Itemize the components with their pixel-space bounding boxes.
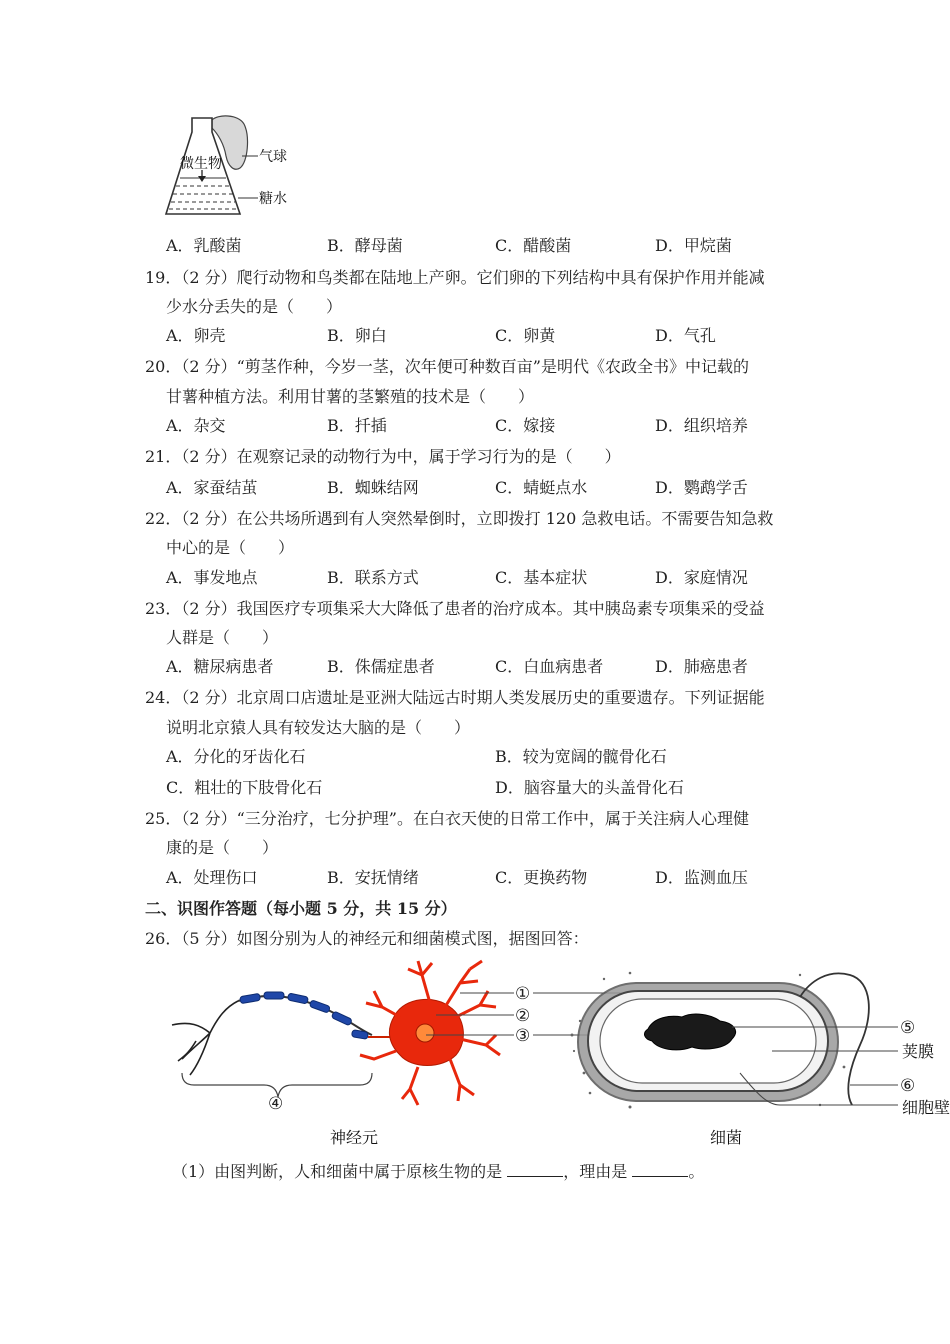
section-title: 二、识图作答题（每小题 5 分，共 15 分） (145, 899, 457, 918)
marker-4: ④ (268, 1094, 284, 1114)
q24-option-a[interactable]: A．分化的牙齿化石 (166, 747, 306, 766)
flask-figure (160, 110, 300, 225)
q24-option-b[interactable]: B．较为宽阔的髋骨化石 (495, 747, 667, 766)
q25-stem-line2: 康的是（ ） (166, 838, 279, 857)
answer-blank-1[interactable] (507, 1162, 563, 1177)
marker-1: ① (515, 984, 531, 1004)
q21-option-a[interactable]: A．家蚕结茧 (166, 478, 258, 497)
q25-option-c[interactable]: C．更换药物 (495, 868, 588, 887)
q24-stem-line1: 24．（2 分）北京周口店遗址是亚洲大陆远古时期人类发展历史的重要遗存。下列证据能 (145, 688, 765, 707)
q18-option-b[interactable]: B．酵母菌 (327, 236, 403, 255)
q20-stem-line1: 20．（2 分）“剪茎作种，今岁一茎，次年便可种数百亩”是明代《农政全书》中记载的 (145, 357, 749, 376)
q26-sub1-end: 。 (688, 1162, 705, 1181)
q26-stem-line1: 26．（5 分）如图分别为人的神经元和细菌模式图，据图回答： (145, 929, 589, 948)
q19-option-b[interactable]: B．卵白 (327, 326, 387, 345)
q24-option-c[interactable]: C．粗壮的下肢骨化石 (166, 778, 323, 797)
q22-option-d[interactable]: D．家庭情况 (655, 568, 748, 587)
q20-stem-line2: 甘薯种植方法。利用甘薯的茎繁殖的技术是（ ） (166, 387, 535, 406)
q25-option-d[interactable]: D．监测血压 (655, 868, 748, 887)
q20-option-d[interactable]: D．组织培养 (655, 416, 748, 435)
q22-option-a[interactable]: A．事发地点 (166, 568, 258, 587)
q23-stem-line1: 23．（2 分）我国医疗专项集采大大降低了患者的治疗成本。其中胰岛素专项集采的受益 (145, 599, 765, 618)
q25-option-b[interactable]: B．安抚情绪 (327, 868, 419, 887)
q24-option-d[interactable]: D．脑容量大的头盖骨化石 (495, 778, 684, 797)
q19-option-a[interactable]: A．卵壳 (166, 326, 226, 345)
cell-wall-label: 细胞壁 (902, 1098, 950, 1117)
sugar-water-label: 糖水 (259, 191, 287, 207)
q19-option-d[interactable]: D．气孔 (655, 326, 716, 345)
q23-option-c[interactable]: C．白血病患者 (495, 657, 604, 676)
q22-option-c[interactable]: C．基本症状 (495, 568, 588, 587)
q20-option-c[interactable]: C．嫁接 (495, 416, 556, 435)
myelin-sheath (240, 992, 369, 1039)
q23-option-b[interactable]: B．侏儒症患者 (327, 657, 435, 676)
marker-6: ⑥ (900, 1076, 916, 1096)
q22-stem-line1: 22．（2 分）在公共场所遇到有人突然晕倒时，立即拨打 120 急救电话。不需要告知急救 (145, 509, 774, 528)
q18-option-d[interactable]: D．甲烷菌 (655, 236, 732, 255)
marker-2: ② (515, 1006, 531, 1026)
q20-option-b[interactable]: B．扦插 (327, 416, 387, 435)
q19-stem-line2: 少水分丢失的是（ ） (166, 297, 343, 316)
neuron-bacterium-figure (160, 955, 950, 1155)
q23-stem-line2: 人群是（ ） (166, 628, 279, 647)
axon-terminal (172, 1001, 238, 1075)
bacterium-caption: 细菌 (710, 1128, 743, 1147)
q18-option-c[interactable]: C．醋酸菌 (495, 236, 572, 255)
q18-option-a[interactable]: A．乳酸菌 (166, 236, 242, 255)
neuron-caption: 神经元 (330, 1128, 379, 1147)
marker-3: ③ (515, 1026, 531, 1046)
microbe-label: 微生物 (180, 156, 222, 172)
q24-stem-line2: 说明北京猿人具有较发达大脑的是（ ） (166, 718, 471, 737)
q26-sub1-text-b: ，理由是 (563, 1162, 628, 1181)
neuron-nucleus (416, 1024, 434, 1042)
marker-5: ⑤ (900, 1018, 916, 1038)
q21-stem-line1: 21．（2 分）在观察记录的动物行为中，属于学习行为的是（ ） (145, 447, 621, 466)
capsule-label: 荚膜 (902, 1042, 935, 1061)
q26-subquestion-1 (172, 1159, 704, 1182)
q26-sub1-text-a: （1）由图判断，人和细菌中属于原核生物的是 (172, 1162, 503, 1181)
balloon-label: 气球 (259, 149, 287, 165)
q22-option-b[interactable]: B．联系方式 (327, 568, 419, 587)
q19-option-c[interactable]: C．卵黄 (495, 326, 556, 345)
q20-option-a[interactable]: A．杂交 (166, 416, 226, 435)
q21-option-d[interactable]: D．鹦鹉学舌 (655, 478, 748, 497)
q21-option-c[interactable]: C．蜻蜓点水 (495, 478, 588, 497)
answer-blank-2[interactable] (632, 1162, 688, 1177)
q23-option-a[interactable]: A．糖尿病患者 (166, 657, 274, 676)
q21-option-b[interactable]: B．蜘蛛结网 (327, 478, 419, 497)
q25-option-a[interactable]: A．处理伤口 (166, 868, 258, 887)
q25-stem-line1: 25．（2 分）“三分治疗，七分护理”。在白衣天使的日常工作中，属于关注病人心理健 (145, 809, 749, 828)
q22-stem-line2: 中心的是（ ） (166, 538, 295, 557)
q23-option-d[interactable]: D．肺癌患者 (655, 657, 748, 676)
q19-stem-line1: 19．（2 分）爬行动物和鸟类都在陆地上产卵。它们卵的下列结构中具有保护作用并能减 (145, 268, 765, 287)
